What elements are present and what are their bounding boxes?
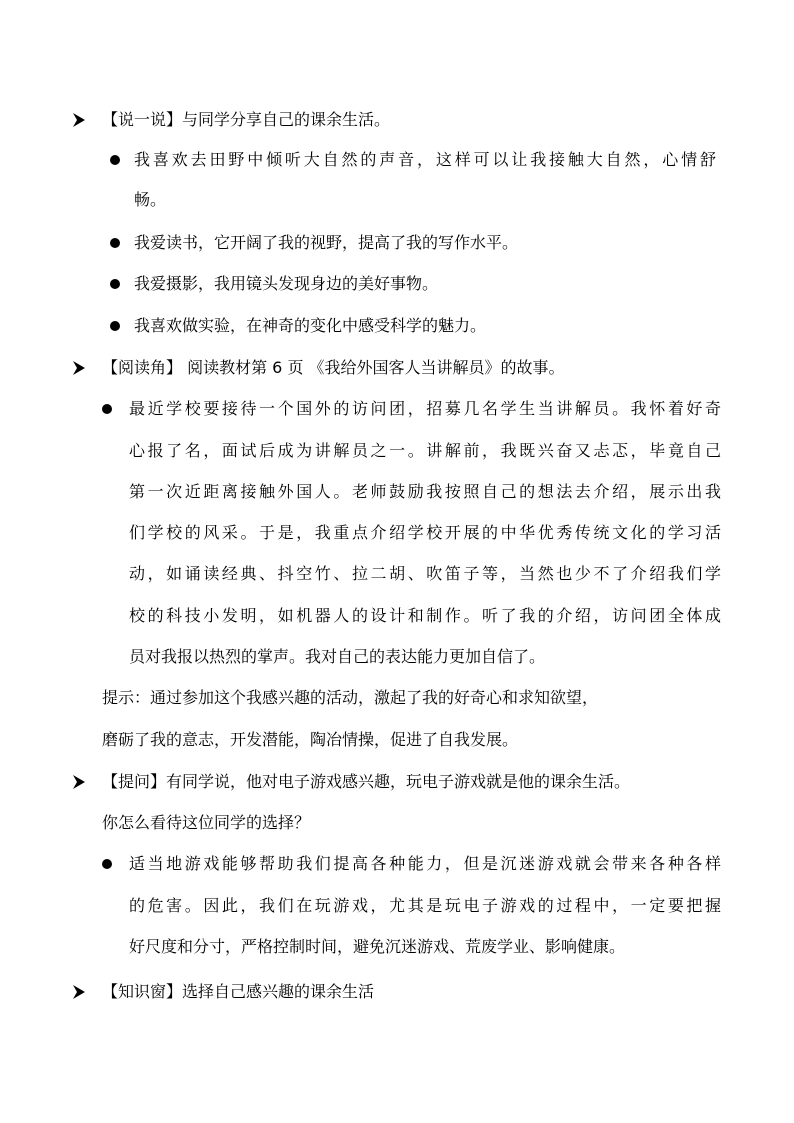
list-item-text: 我爱读书，它开阔了我的视野，提高了我的写作水平。	[134, 233, 519, 252]
list-item-text: 最近学校要接待一个国外的访问团，招募几名学生当讲解员。我怀着好奇	[129, 399, 721, 418]
list-item-text: 第一次近距离接触外国人。老师鼓励我按照自己的想法去介绍，展示出我	[129, 482, 721, 501]
bullet-dot-icon	[110, 321, 120, 331]
section-heading: 【知识窗】选择自己感兴趣的课余生活	[102, 982, 375, 1001]
list-item-text: 们学校的风采。于是，我重点介绍学校开展的中华优秀传统文化的学习活	[129, 523, 721, 542]
list-item-text: 畅。	[134, 190, 167, 209]
list-item-text: 动，如诵读经典、抖空竹、拉二胡、吹笛子等，当然也少不了介绍我们学	[129, 564, 721, 583]
arrow-bullet-icon	[73, 113, 85, 127]
arrow-bullet-icon	[73, 361, 85, 375]
list-item-text: 我喜欢去田野中倾听大自然的声音，这样可以让我接触大自然，心情舒	[134, 150, 716, 169]
section-heading: 【说一说】与同学分享自己的课余生活。	[102, 110, 391, 129]
list-item-text: 的危害。因此，我们在玩游戏，尤其是玩电子游戏的过程中，一定要把握	[129, 896, 721, 915]
bullet-dot-icon	[110, 238, 120, 248]
list-item-text: 我喜欢做实验，在神奇的变化中感受科学的魅力。	[134, 316, 487, 335]
section-heading: 【阅读角】 阅读教材第 6 页 《我给外国客人当讲解员》的故事。	[102, 358, 565, 377]
bullet-dot-icon	[102, 859, 112, 869]
section-heading-continued: 你怎么看待这位同学的选择？	[102, 813, 311, 832]
section-heading: 【提问】有同学说，他对电子游戏感兴趣，玩电子游戏就是他的课余生活。	[102, 772, 631, 791]
arrow-bullet-icon	[73, 985, 85, 999]
list-item-text: 好尺度和分寸，严格控制时间，避免沉迷游戏、荒废学业、影响健康。	[129, 937, 626, 956]
list-item-text: 校的科技小发明，如机器人的设计和制作。听了我的介绍，访问团全体成	[129, 606, 721, 625]
bullet-dot-icon	[110, 155, 120, 165]
arrow-bullet-icon	[73, 775, 85, 789]
tip-text: 提示：通过参加这个我感兴趣的活动，激起了我的好奇心和求知欲望，	[102, 688, 599, 707]
list-item-text: 心报了名，面试后成为讲解员之一。讲解前，我既兴奋又忐忑，毕竟自己	[129, 441, 721, 460]
tip-text: 磨砺了我的意志，开发潜能，陶冶情操，促进了自我发展。	[102, 730, 519, 749]
list-item-text: 适当地游戏能够帮助我们提高各种能力，但是沉迷游戏就会带来各种各样	[129, 854, 721, 873]
list-item-text: 员对我报以热烈的掌声。我对自己的表达能力更加自信了。	[129, 647, 546, 666]
list-item-text: 我爱摄影，我用镜头发现身边的美好事物。	[134, 274, 439, 293]
bullet-dot-icon	[110, 279, 120, 289]
bullet-dot-icon	[102, 404, 112, 414]
